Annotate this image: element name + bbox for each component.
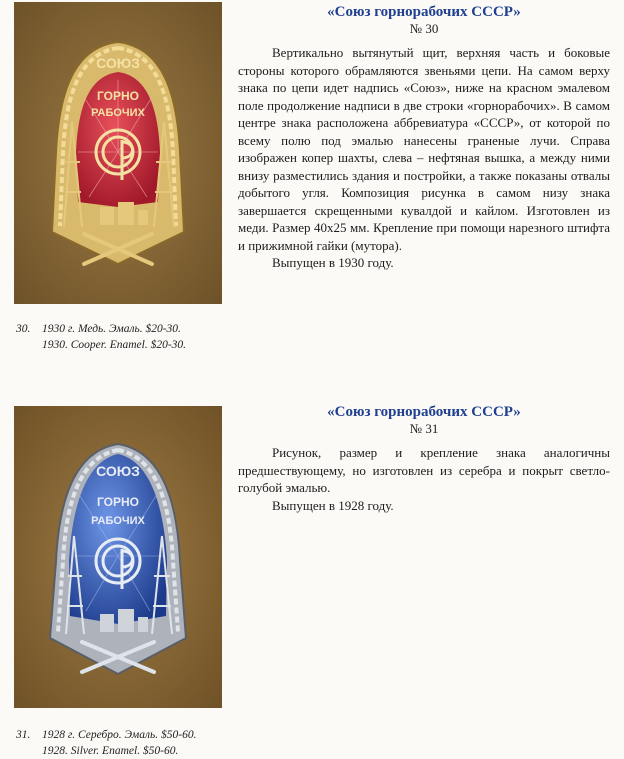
caption-ru: 1930 г. Медь. Эмаль. $20-30. — [42, 323, 181, 335]
caption-en: 1928. Silver. Enamel. $50-60. — [42, 745, 179, 757]
entry-description: Вертикально вытянутый щит, верхняя часть и боковые стороны которого обрамляются звеньями цепи. На самом верху знака по цепи идет надпись «Союз», ниже на красном эмалевом поле продолжение надписи в две строки «горнорабочих». В самом центре знака расположена аббревиатура «СССР», от которой по всему полю под эмалью нанесены граненые лучи. Справа изображен копер шахты, слева – нефтяная вышка, а между ними внизу разместились здания и постройки, а также показаны отвалы добытого угля. Композиция рисунка в самом низу знака завершается скрещенными кувалдой и кайлом. Изготовлен из меди. Размер 40х25 мм. Крепление при помощи нарезного штифта и прижимной гайки (мутора). — [238, 45, 610, 253]
caption-number: 30. — [16, 323, 31, 335]
caption-31 — [16, 727, 196, 759]
entry-issued: Выпущен в 1930 году. — [272, 255, 394, 270]
entry-issued: Выпущен в 1928 году. — [272, 497, 394, 513]
badge-illustration-30 — [14, 2, 222, 304]
badge-photo-30 — [14, 2, 222, 304]
caption-en: 1930. Cooper. Enamel. $20-30. — [42, 339, 187, 351]
badge-text-mid1: ГОРНО — [97, 495, 139, 509]
badge-text-top: СОЮЗ — [96, 55, 140, 71]
badge-text-top: СОЮЗ — [96, 463, 140, 479]
entry-number: № 31 — [409, 421, 439, 436]
badge-photo-31 — [14, 406, 222, 708]
badge-illustration-31 — [14, 406, 222, 708]
caption-number: 31. — [16, 729, 31, 741]
entry-title: «Союз горнорабочих СССР» — [327, 404, 521, 420]
badge-text-mid1: ГОРНО — [97, 89, 139, 103]
entry-description: Рисунок, размер и крепление знака аналогичны предшествующему, но изготовлен из серебра и покрыт светло-голубой эмалью. — [238, 445, 610, 495]
badge-text-mid2: РАБОЧИХ — [91, 515, 145, 527]
caption-ru: 1928 г. Серебро. Эмаль. $50-60. — [42, 729, 197, 741]
entry-number: № 30 — [409, 21, 439, 36]
entry-30 — [238, 4, 610, 272]
entry-title: «Союз горнорабочих СССР» — [327, 4, 521, 20]
entry-31 — [238, 404, 610, 514]
caption-30 — [16, 321, 186, 353]
badge-text-mid2: РАБОЧИХ — [91, 107, 145, 119]
